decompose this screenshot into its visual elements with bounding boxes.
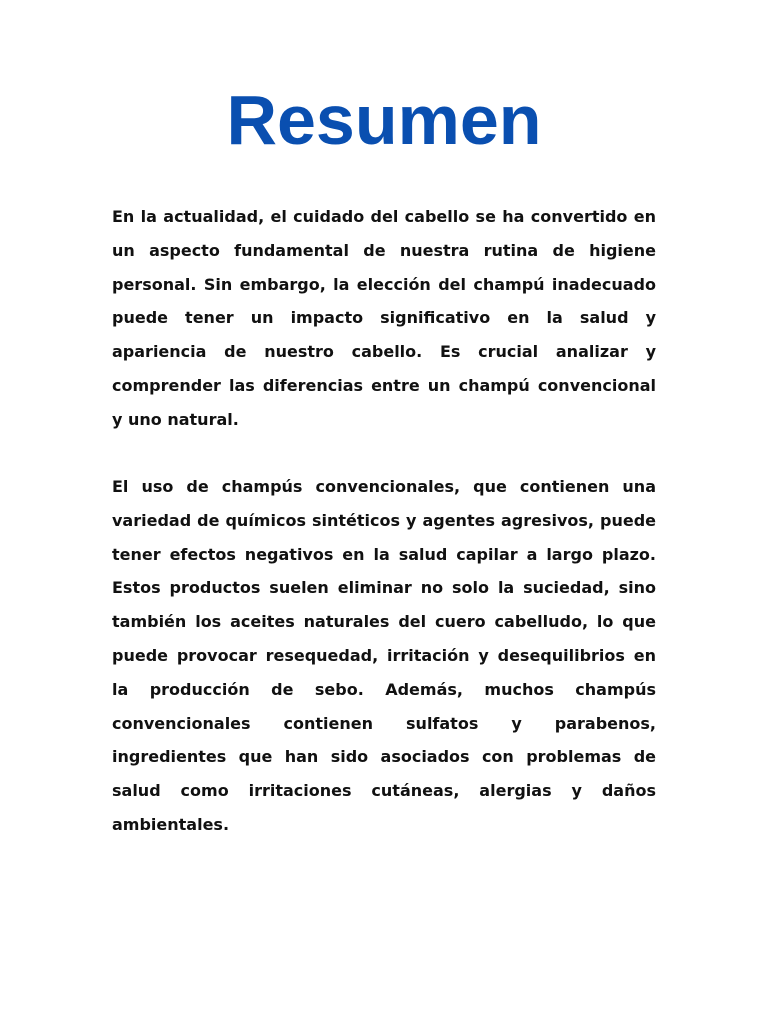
paragraph-conventional-shampoo: El uso de champús convencionales, que contienen una variedad de químicos sintéticos y agentes agresivos, puede tener efectos negativos en la salud capilar a largo plazo. Estos productos suelen eliminar no solo la suciedad, sino también los aceites naturales del cuero cabelludo, lo que puede provocar resequedad, irritación y desequilibrios en la producción de sebo. Además, muchos champús convencionales contienen sulfatos y parabenos, ingredientes que han sido asociados con problemas de salud como irritaciones cutáneas, alergias y daños ambientales. bbox=[112, 477, 656, 834]
paragraph-intro: En la actualidad, el cuidado del cabello se ha convertido en un aspecto fundamental de nuestra rutina de higiene personal. Sin embargo, la elección del champú inadecuado puede tener un impacto significativo en la salud y apariencia de nuestro cabello. Es crucial analizar y comprender las diferencias entre un champú convencional y uno natural. bbox=[112, 207, 656, 429]
page-title: Resumen bbox=[226, 81, 542, 159]
